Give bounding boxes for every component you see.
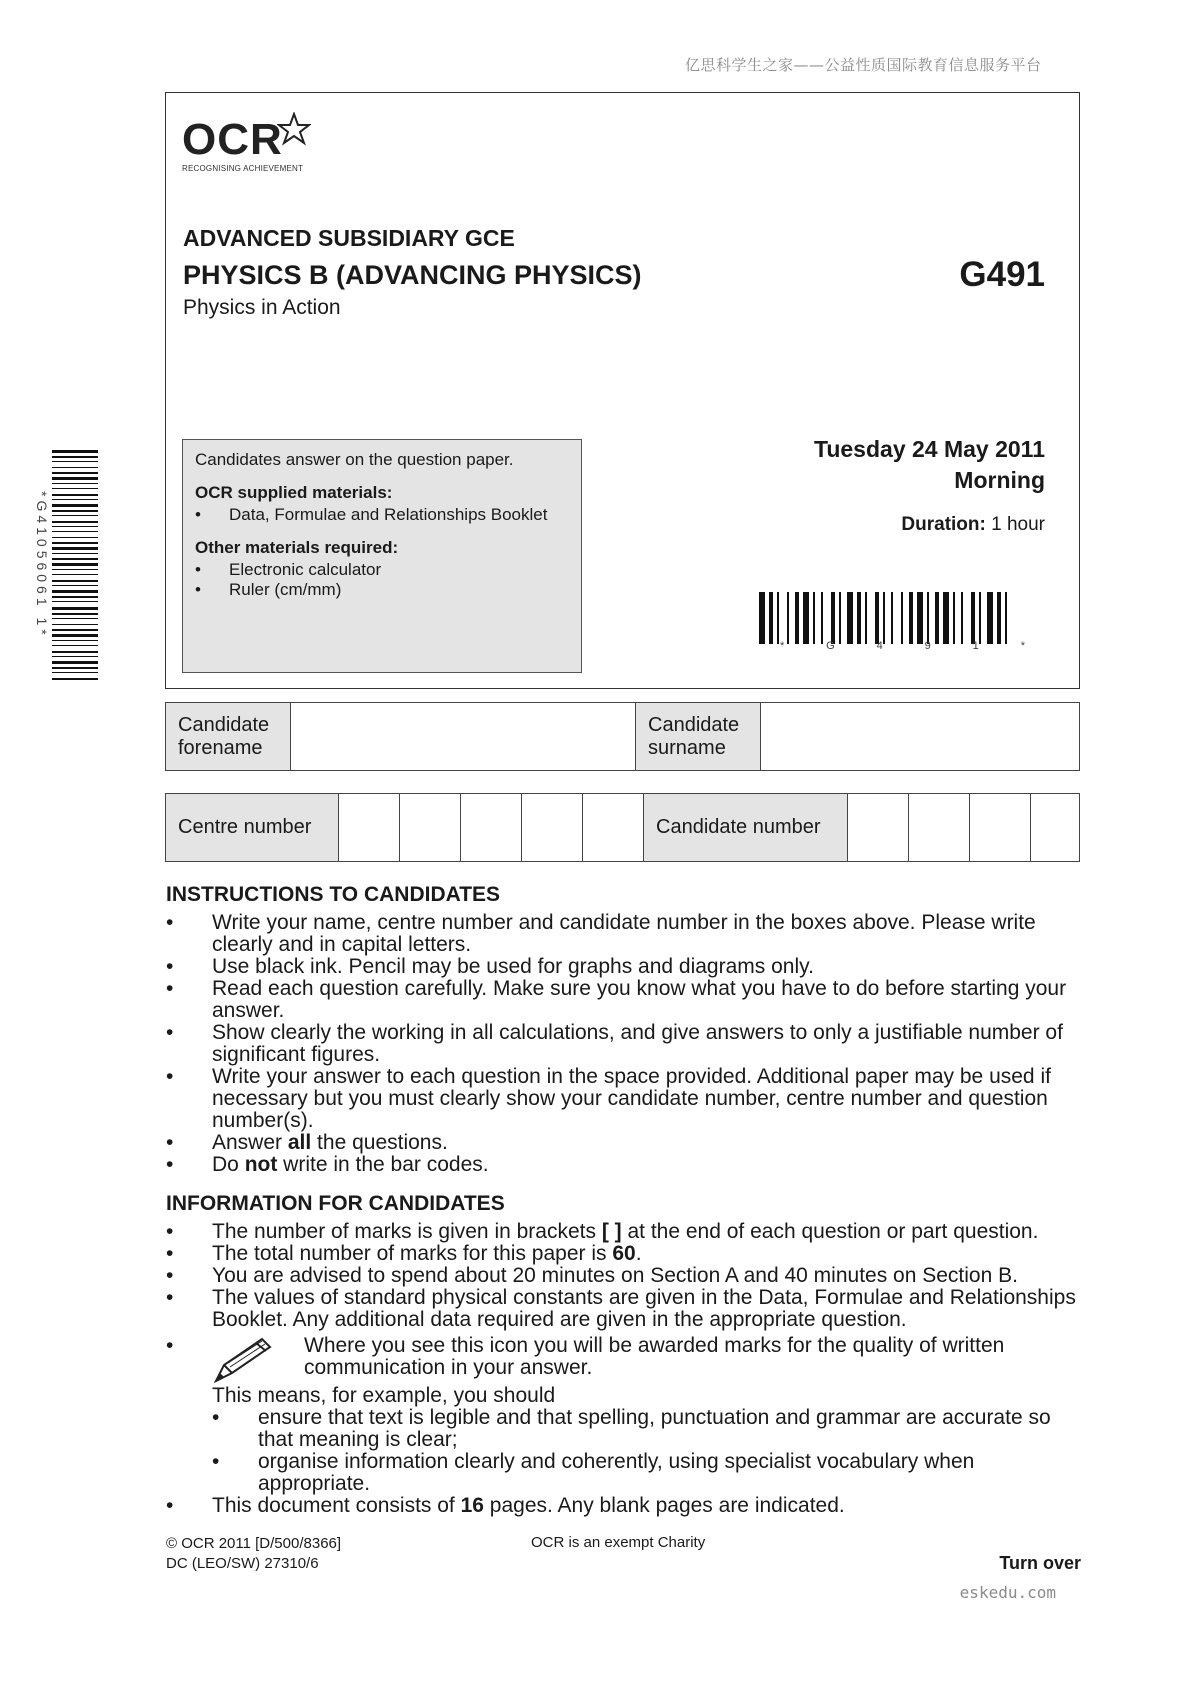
barcode-bar <box>787 592 789 644</box>
unit-title: Physics in Action <box>183 296 341 319</box>
barcode-char: 4 <box>876 640 883 652</box>
barcode-char: 9 <box>924 640 931 652</box>
barcode-bar <box>839 592 841 644</box>
barcode-bar <box>813 592 815 644</box>
barcode-bar <box>857 592 861 644</box>
barcode-bar <box>52 456 98 458</box>
list-item: • You are advised to spend about 20 minutes on Section A and 40 minutes on Section B. <box>166 1264 1018 1287</box>
barcode-bar <box>803 592 809 644</box>
barcode-bar <box>52 661 98 664</box>
candidate-name-grid <box>165 702 1080 771</box>
barcode-bar <box>52 640 98 641</box>
centre-number-label: Centre number <box>166 794 339 862</box>
candidate-number-grid <box>165 793 1080 862</box>
means-text: This means, for example, you should <box>212 1384 556 1407</box>
list-item: • Write your name, centre number and candidate number in the boxes above. Please write clearly and in capital letters. <box>166 911 1036 956</box>
exam-duration <box>901 514 1045 536</box>
barcode-bar <box>52 624 98 625</box>
barcode-bar <box>52 553 98 554</box>
candidate-number-box[interactable] <box>970 794 1031 862</box>
barcode-bar <box>52 596 98 598</box>
barcode-bar <box>865 592 867 644</box>
barcode-bar <box>1005 592 1007 644</box>
barcode-bar <box>52 483 98 484</box>
duration-value: 1 hour <box>985 514 1045 535</box>
watermark-bottom: eskedu.com <box>959 1583 1056 1602</box>
barcode-bar <box>52 656 98 657</box>
turn-over: Turn over <box>999 1553 1081 1573</box>
barcode-bar <box>52 580 98 582</box>
centre-number-box[interactable] <box>339 794 400 862</box>
barcode-bar <box>831 592 835 644</box>
barcode-bar <box>52 613 98 615</box>
barcode-bar <box>935 592 939 644</box>
barcode-bar <box>777 592 779 644</box>
other-materials-list <box>195 560 569 600</box>
candidate-number-box[interactable] <box>848 794 909 862</box>
instructions-list <box>166 912 1086 1176</box>
list-item: • Where you see this icon you will be awarded marks for the quality of written communication in your answer. <box>166 1335 1086 1385</box>
barcode-bar <box>52 547 98 550</box>
ocr-materials-list <box>195 505 569 525</box>
list-item: • Use black ink. Pencil may be used for graphs and diagrams only. <box>166 955 814 978</box>
list-item: • Do not write in the bar codes. <box>166 1153 489 1176</box>
list-item: • organise information clearly and coherently, using specialist vocabulary when appropriate. <box>212 1450 975 1495</box>
barcode-bar <box>52 472 98 474</box>
materials-intro: Candidates answer on the question paper. <box>195 450 514 469</box>
list-item: • The total number of marks for this paper is 60. <box>166 1242 642 1265</box>
barcode-bar <box>52 531 98 532</box>
barcode-bar <box>52 585 98 586</box>
materials-box <box>182 439 582 673</box>
charity-note: OCR is an exempt Charity <box>531 1534 706 1551</box>
centre-number-box[interactable] <box>583 794 644 862</box>
other-materials-heading: Other materials required: <box>195 538 399 557</box>
icon-description: Where you see this icon you will be awarded marks for the quality of written communication in your answer. <box>304 1334 1005 1379</box>
forename-field[interactable] <box>291 703 636 771</box>
centre-number-box[interactable] <box>522 794 583 862</box>
barcode-bar <box>52 461 98 462</box>
information-list <box>166 1221 1086 1517</box>
information-heading: INFORMATION FOR CANDIDATES <box>166 1192 505 1215</box>
subject-title: PHYSICS B (ADVANCING PHYSICS) <box>183 260 642 290</box>
barcode-bar <box>943 592 949 644</box>
barcode-bar <box>821 592 823 644</box>
barcode-bar <box>52 569 98 570</box>
star-icon <box>277 112 311 146</box>
barcode-bar <box>52 515 98 516</box>
list-item: • This document consists of 16 pages. Any blank pages are indicated. <box>166 1494 845 1517</box>
barcode-bar <box>52 499 98 500</box>
barcode-char: * <box>779 640 785 652</box>
barcode-left <box>52 450 98 680</box>
duration-label: Duration: <box>901 514 986 535</box>
barcode-bar <box>52 521 98 523</box>
ocr-logo <box>182 115 311 173</box>
list-item: • Write your answer to each question in the space provided. Additional paper may be used if necessary but you must clearly show your candidate number, centre number and question number(s). <box>166 1065 1051 1132</box>
instructions-heading: INSTRUCTIONS TO CANDIDATES <box>166 883 501 906</box>
list-item: • Ruler (cm/mm) <box>195 580 569 600</box>
footer-left <box>166 1534 341 1574</box>
barcode-right-label <box>759 640 1046 652</box>
list-item: • ensure that text is legible and that spelling, punctuation and grammar are accurate so that meaning is clear; <box>212 1406 1051 1451</box>
barcode-bar <box>795 592 799 644</box>
barcode-bar <box>52 634 98 637</box>
candidate-number-box[interactable] <box>1031 794 1080 862</box>
barcode-bar <box>52 601 98 602</box>
document-ref: DC (LEO/SW) 27310/6 <box>166 1555 319 1572</box>
centre-number-box[interactable] <box>461 794 522 862</box>
surname-field[interactable] <box>761 703 1080 771</box>
barcode-bar <box>52 563 98 566</box>
list-item: • Data, Formulae and Relationships Booklet <box>195 505 569 525</box>
qualification-level: ADVANCED SUBSIDIARY GCE <box>183 225 515 251</box>
barcode-left-label: *G41056061 1* <box>34 491 50 639</box>
barcode-bar <box>891 592 893 644</box>
barcode-bar <box>52 450 98 453</box>
barcode-bar <box>52 542 98 544</box>
sub-list <box>166 1407 1086 1495</box>
surname-label: Candidate surname <box>636 703 761 771</box>
barcode-bar <box>52 467 98 468</box>
logo-wordmark: OCR <box>182 115 283 164</box>
barcode-bar <box>979 592 981 644</box>
logo-tagline: RECOGNISING ACHIEVEMENT <box>182 164 304 173</box>
barcode-bar <box>52 667 98 669</box>
barcode-bar <box>917 592 923 644</box>
list-item: • The values of standard physical constants are given in the Data, Formulae and Relationships Booklet. Any additional data required are given in the appropriate question. <box>166 1286 1076 1331</box>
candidate-number-box[interactable] <box>909 794 970 862</box>
barcode-bar <box>769 592 773 644</box>
list-item: • Show clearly the working in all calculations, and give answers to only a justifiable number of significant figures. <box>166 1021 1063 1066</box>
barcode-bar <box>901 592 903 644</box>
barcode-bar <box>875 592 879 644</box>
forename-label: Candidate forename <box>166 703 291 771</box>
barcode-right <box>759 592 1046 644</box>
list-item: • Electronic calculator <box>195 560 569 580</box>
barcode-bar <box>961 592 963 644</box>
barcode-bar <box>971 592 975 644</box>
ocr-materials-heading: OCR supplied materials: <box>195 483 393 502</box>
list-item: • Read each question carefully. Make sure you know what you have to do before starting your answer. <box>166 977 1067 1022</box>
list-item: • The number of marks is given in brackets [ ] at the end of each question or part question. <box>166 1220 1039 1243</box>
barcode-bar <box>52 590 98 593</box>
barcode-bar <box>52 477 98 480</box>
barcode-bar <box>52 607 98 610</box>
barcode-bar <box>997 592 1001 644</box>
barcode-bar <box>52 494 98 496</box>
barcode-bar <box>52 629 98 631</box>
barcode-bar <box>52 526 98 527</box>
barcode-bar <box>909 592 913 644</box>
copyright: © OCR 2011 [D/500/8366] <box>166 1535 342 1552</box>
barcode-bar <box>52 488 98 489</box>
barcode-char: G <box>826 640 835 652</box>
list-item: • Answer all the questions. <box>166 1131 448 1154</box>
candidate-number-label: Candidate number <box>644 794 848 862</box>
barcode-char: 1 <box>972 640 979 652</box>
barcode-bar <box>953 592 955 644</box>
barcode-char: * <box>1020 640 1025 652</box>
barcode-bar <box>52 672 98 673</box>
barcode-bar <box>52 537 98 538</box>
barcode-bar <box>987 592 993 644</box>
watermark-top: 亿思科学生之家——公益性质国际教育信息服务平台 <box>685 56 1042 74</box>
paper-code: G491 <box>959 255 1045 294</box>
barcode-bar <box>847 592 853 644</box>
barcode-bar <box>52 645 98 646</box>
barcode-bar <box>52 618 98 619</box>
pencil-icon <box>210 1335 274 1385</box>
barcode-bar <box>759 592 765 644</box>
barcode-bar <box>52 678 98 680</box>
barcode-bar <box>52 651 98 653</box>
exam-session: Morning <box>954 467 1045 493</box>
centre-number-box[interactable] <box>400 794 461 862</box>
barcode-bar <box>52 510 98 512</box>
exam-date: Tuesday 24 May 2011 <box>814 436 1045 462</box>
barcode-bar <box>883 592 885 644</box>
barcode-bar <box>52 558 98 560</box>
barcode-bar <box>52 504 98 507</box>
barcode-bar <box>927 592 929 644</box>
barcode-bar <box>52 574 98 575</box>
